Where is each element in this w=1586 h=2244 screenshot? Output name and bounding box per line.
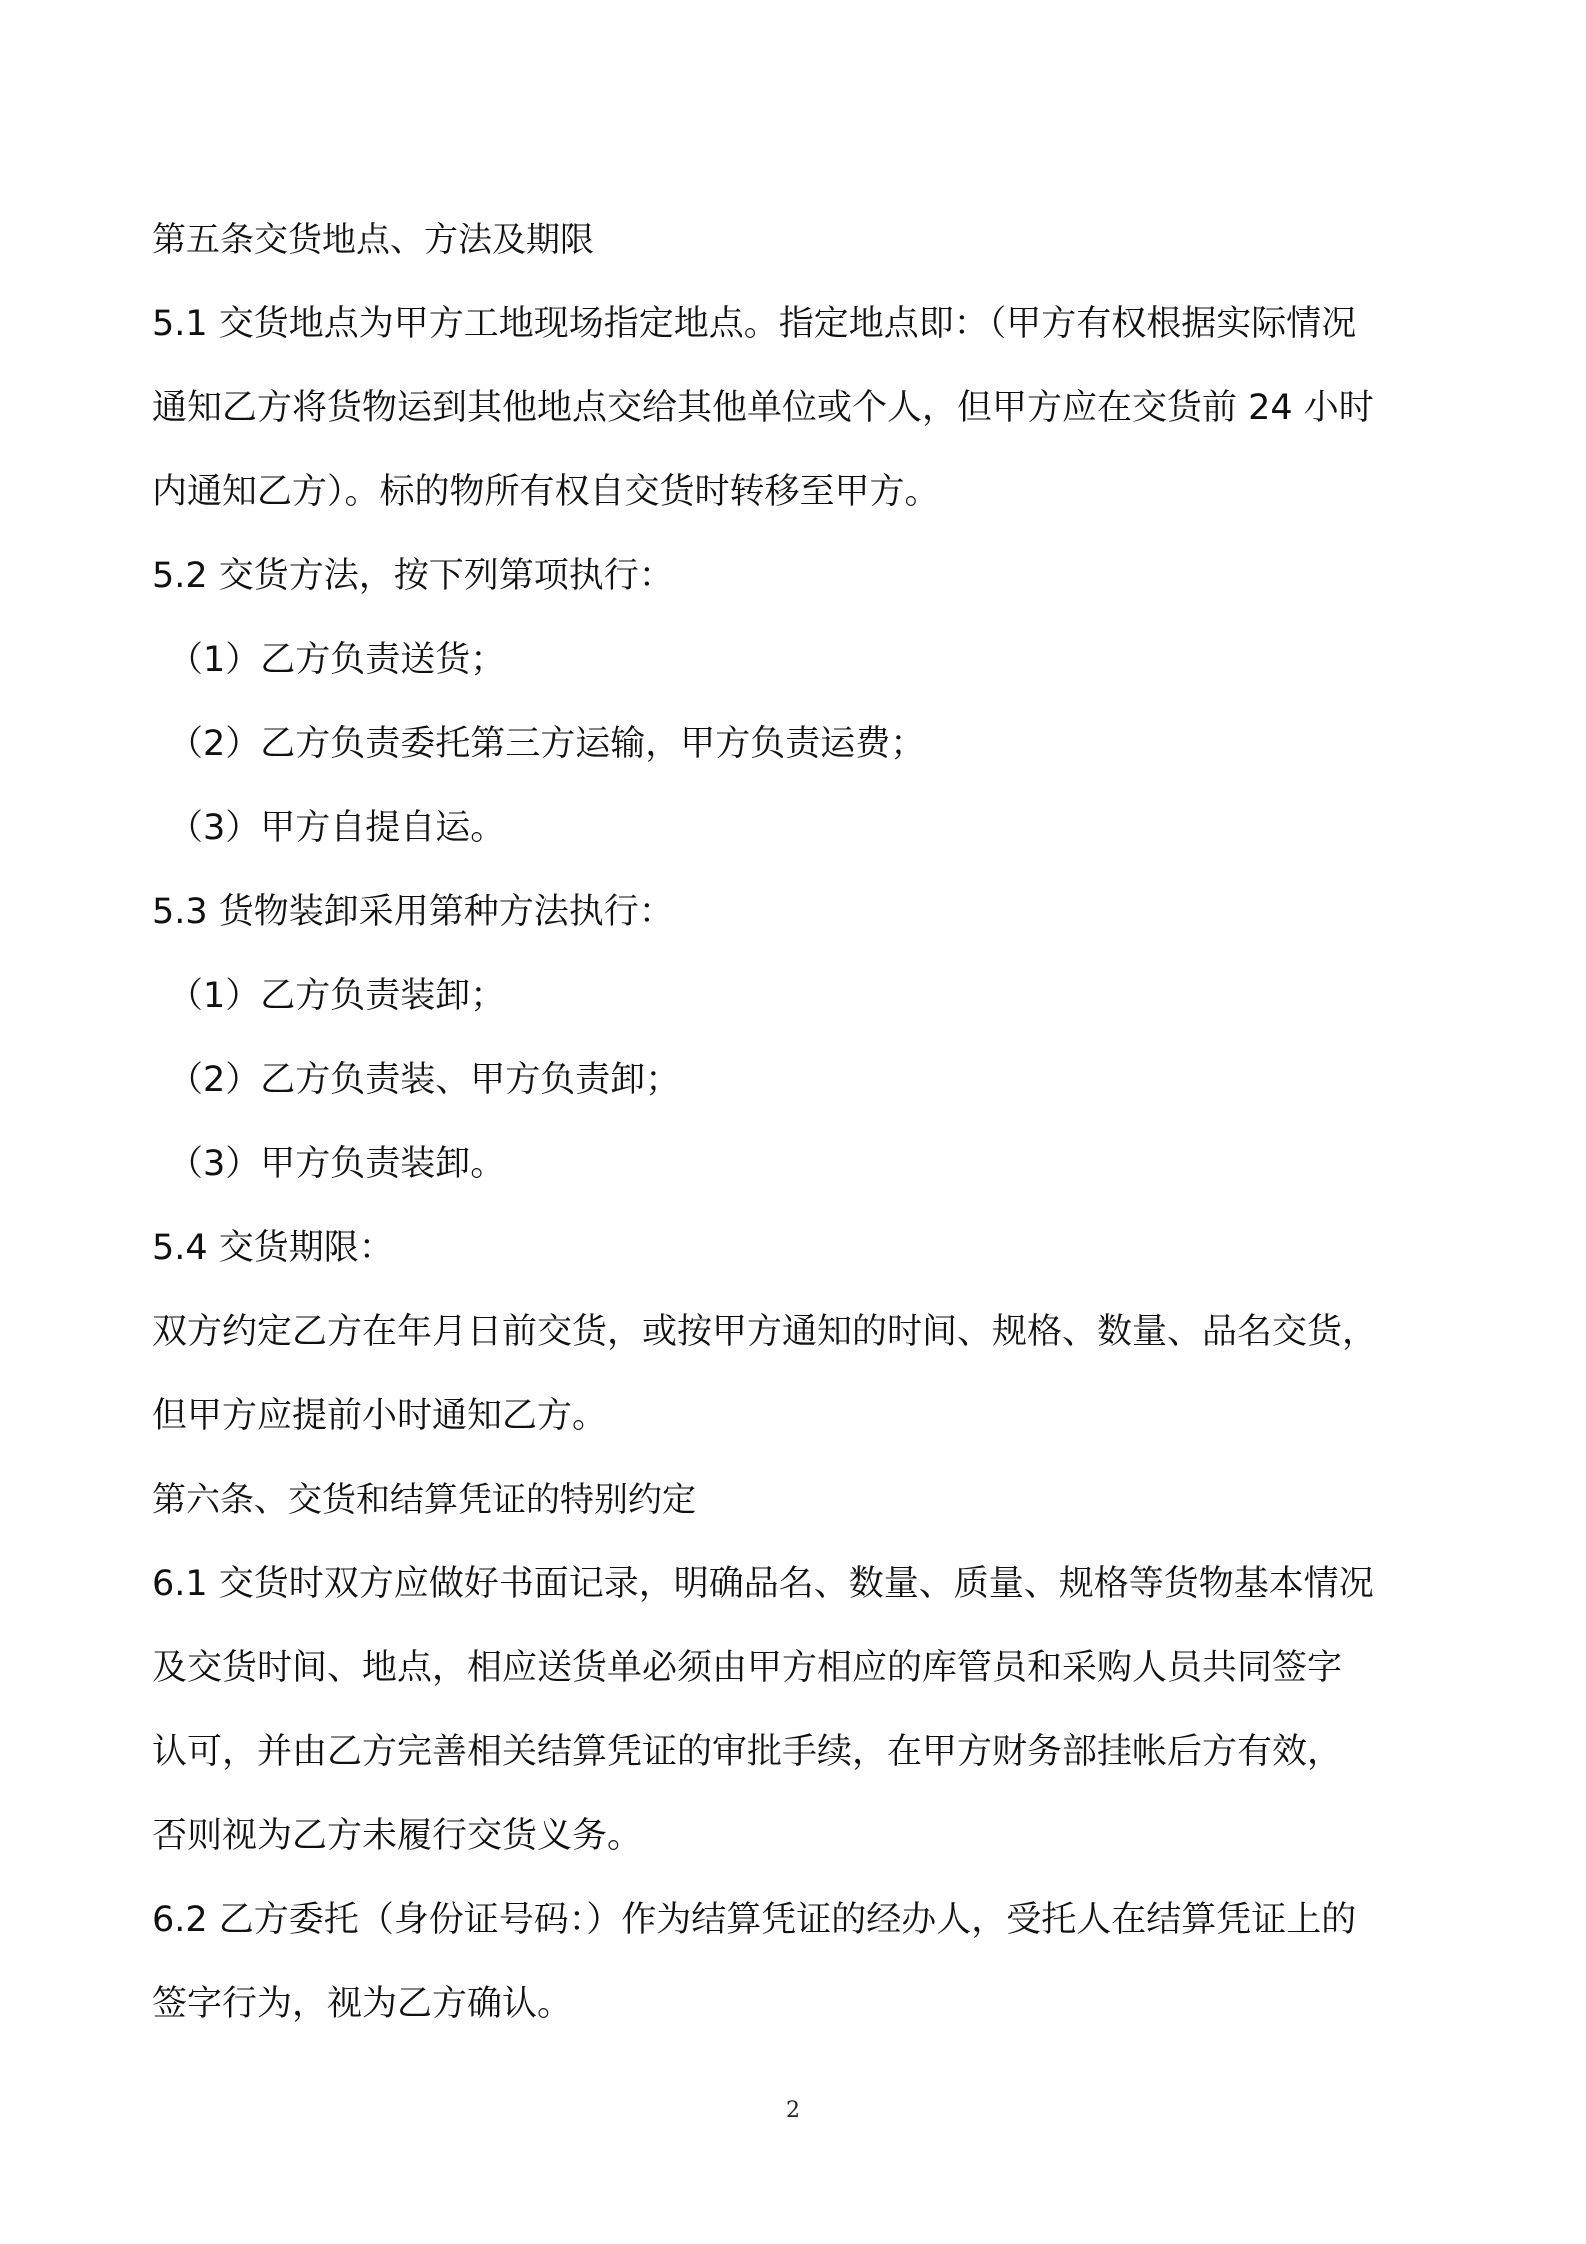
clause-6-1-line-4: 否则视为乙方未履行交货义务。 <box>152 1816 643 1856</box>
document-body <box>152 198 1452 2046</box>
clause-5-3: 5.3 货物装卸采用第种方法执行： <box>152 892 674 932</box>
clause-5-4-line-1: 双方约定乙方在年月日前交货，或按甲方通知的时间、规格、数量、品名交货， <box>152 1312 1378 1352</box>
clause-6-1-line-3: 认可，并由乙方完善相关结算凭证的审批手续，在甲方财务部挂帐后方有效， <box>152 1732 1343 1772</box>
page-number: 2 <box>786 2098 800 2123</box>
clause-5-1-line-3: 内通知乙方）。标的物所有权自交货时转移至甲方。 <box>152 472 940 512</box>
clause-6-1-line-1: 6.1 交货时双方应做好书面记录，明确品名、数量、质量、规格等货物基本情况 <box>152 1564 1374 1604</box>
clause-5-1-line-2: 通知乙方将货物运到其他地点交给其他单位或个人，但甲方应在交货前 24 小时 <box>152 388 1374 428</box>
clause-5-1-line-1: 5.1 交货地点为甲方工地现场指定地点。指定地点即：（甲方有权根据实际情况 <box>152 304 1357 344</box>
clause-5-2-option-3: （3）甲方自提自运。 <box>168 808 506 848</box>
clause-5-4: 5.4 交货期限： <box>152 1228 394 1268</box>
clause-6-1-line-2: 及交货时间、地点，相应送货单必须由甲方相应的库管员和采购人员共同签字 <box>152 1648 1343 1688</box>
clause-5-3-option-3: （3）甲方负责装卸。 <box>168 1144 506 1184</box>
clause-5-4-line-2: 但甲方应提前小时通知乙方。 <box>152 1396 608 1436</box>
clause-5-2-option-2: （2）乙方负责委托第三方运输，甲方负责运费； <box>168 724 926 764</box>
article-5-heading: 第五条交货地点、方法及期限 <box>152 220 594 260</box>
clause-5-3-option-2: （2）乙方负责装、甲方负责卸； <box>168 1060 681 1100</box>
clause-6-2-line-1: 6.2 乙方委托（身份证号码：）作为结算凭证的经办人，受托人在结算凭证上的 <box>152 1900 1357 1940</box>
clause-5-2-option-1: （1）乙方负责送货； <box>168 640 506 680</box>
clause-5-3-option-1: （1）乙方负责装卸； <box>168 976 506 1016</box>
clause-5-2: 5.2 交货方法，按下列第项执行： <box>152 556 674 596</box>
article-6-heading: 第六条、交货和结算凭证的特别约定 <box>152 1480 696 1520</box>
clause-6-2-line-2: 签字行为，视为乙方确认。 <box>152 1984 573 2024</box>
